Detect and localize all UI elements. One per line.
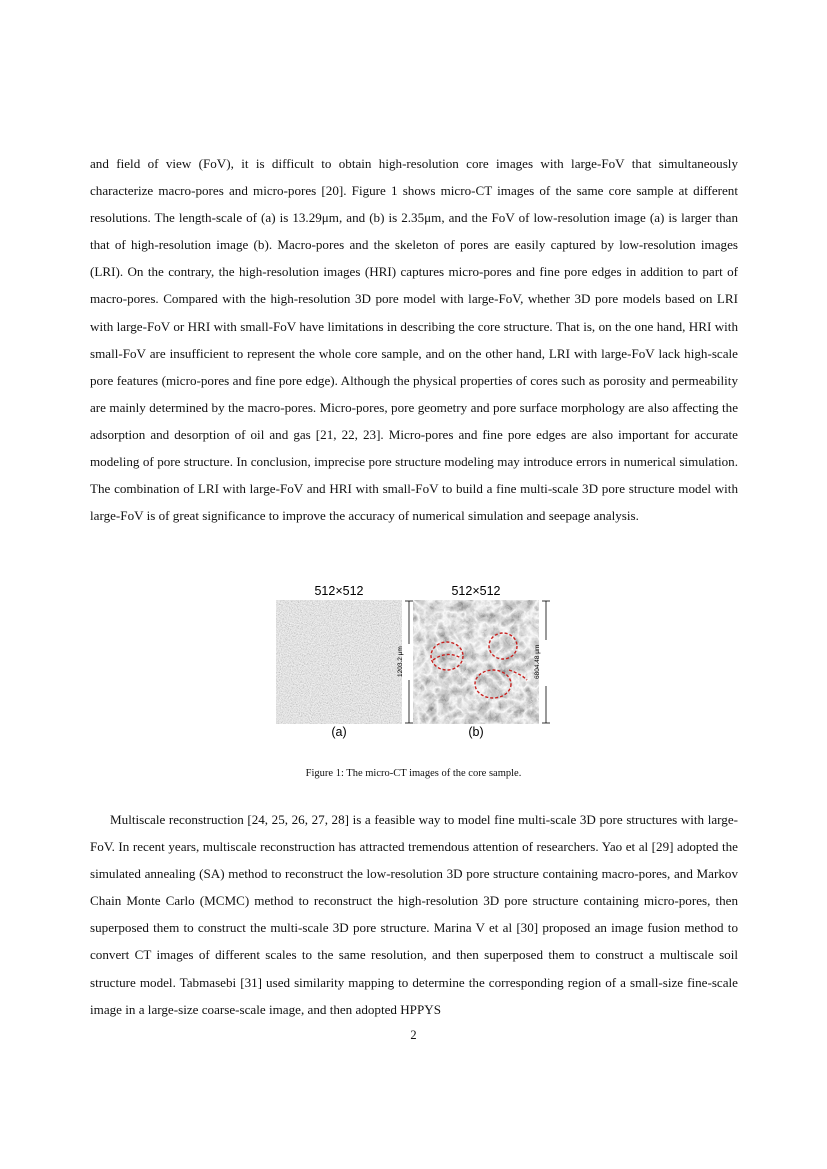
figure-caption: Figure 1: The micro-CT images of the core sample. <box>305 768 522 779</box>
page-number: 2 <box>410 1028 417 1042</box>
body-paragraph-1: and field of view (FoV), it is difficult to obtain high-resolution core images with large-FoV that simultaneously characterize macro-pores and micro-pores [20]. Figure 1 shows micro-CT images of the same core sample at different resolutions. The length-scale of (a) is 13.29μm, and (b) is 2.35μm, and the FoV of low-resolution image (a) is larger than that of high-resolution image (b). Macro-pores and the skeleton of pores are easily captured by low-resolution images (LRI). On the contrary, the high-resolution images (HRI) captures micro-pores and fine pore edges in addition to part of macro-pores. Compared with the high-resolution 3D pore model with large-FoV, whether 3D pore models based on LRI with large-FoV or HRI with small-FoV have limitations in describing the core structure. That is, on the one hand, HRI with small-FoV are insufficient to represent the whole core sample, and on the other hand, LRI with large-FoV lack high-scale pore features (micro-pores and fine pore edge). Although the physical properties of cores such as porosity and permeability are mainly determined by the macro-pores. Micro-pores, pore geometry and pore surface morphology are also affecting the adsorption and desorption of oil and gas [21, 22, 23]. Micro-pores and fine pore edges are also important for accurate modeling of pore structure. In conclusion, imprecise pore structure modeling may introduce errors in numerical simulation. The combination of LRI with large-FoV and HRI with small-FoV to build a fine multi-scale 3D pore structure model with large-FoV is of great significance to improve the accuracy of numerical simulation and seepage analysis. <box>90 156 738 524</box>
figure-1 <box>276 584 556 744</box>
panel-b-scale-label: 6804.48 μm <box>534 644 541 680</box>
panel-b-label: (b) <box>468 725 484 739</box>
panel-a-title: 512×512 <box>314 584 364 598</box>
panel-b-title: 512×512 <box>451 584 501 598</box>
panel-b-highres-ct-image <box>413 600 539 724</box>
panel-a-scale-label: 1203.2 μm <box>397 646 404 678</box>
panel-a-label: (a) <box>331 725 347 739</box>
body-paragraph-2: Multiscale reconstruction [24, 25, 26, 27, 28] is a feasible way to model fine multi-scale 3D pore structures with large-FoV. In recent years, multiscale reconstruction has attracted tremendous attention of researchers. Yao et al [29] adopted the simulated annealing (SA) method to reconstruct the low-resolution 3D pore structure containing macro-pores, and Markov Chain Monte Carlo (MCMC) method to reconstruct the high-resolution 3D pore structure containing micro-pores, then superposed them to construct the multi-scale 3D pore structure. Marina V et al [30] proposed an image fusion method to convert CT images of different scales to the same resolution, and then superposed them to construct a multiscale soil structure model. Tabmasebi [31] used similarity mapping to determine the corresponding region of a small-size fine-scale image in a large-size coarse-scale image, and then adopted HPPYS <box>90 812 738 1017</box>
panel-a-lowres-ct-image <box>276 600 402 724</box>
